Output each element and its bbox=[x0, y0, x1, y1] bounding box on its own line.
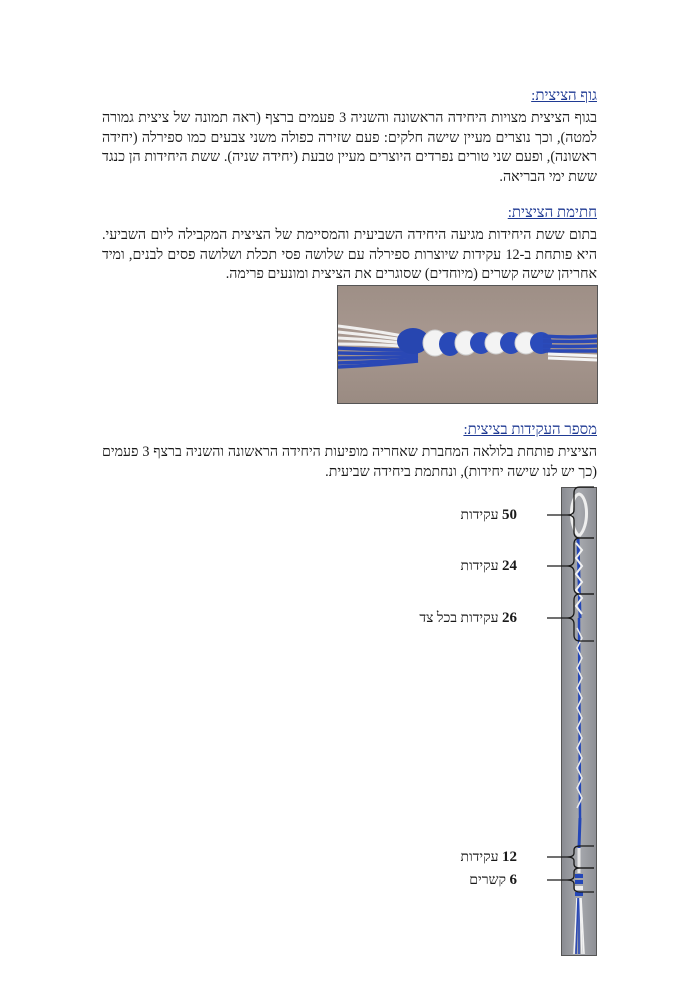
bracket-50 bbox=[567, 487, 594, 538]
section-heading: חתימת הציצית: bbox=[507, 205, 597, 221]
label-26-knots bbox=[419, 609, 517, 628]
label-number: 50 bbox=[502, 507, 517, 523]
label-text: עקידות בכל צד bbox=[419, 611, 499, 626]
bracket-6 bbox=[567, 868, 594, 892]
label-number: 12 bbox=[502, 849, 517, 865]
bracket-24 bbox=[567, 538, 594, 594]
label-24-knots bbox=[461, 557, 517, 576]
label-6-ties bbox=[469, 871, 517, 890]
label-50-knots bbox=[461, 506, 517, 525]
label-number: 24 bbox=[502, 558, 517, 574]
label-number: 26 bbox=[502, 610, 517, 626]
section-heading: גוף הציצית: bbox=[531, 88, 597, 104]
bracket-26 bbox=[567, 594, 594, 641]
section-heading: מספר העקידות בציצית: bbox=[463, 422, 597, 438]
label-12-knots bbox=[461, 848, 517, 867]
label-text: קשרים bbox=[469, 873, 506, 888]
label-text: עקידות bbox=[460, 559, 499, 574]
label-number: 6 bbox=[509, 872, 517, 888]
label-text: עקידות bbox=[460, 850, 499, 865]
section-paragraph: בגוף הציצית מצויות היחידה הראשונה והשניה 3 פעמים ברצף (ראה תמונה של ציצית גמורה למטה), וכך נוצרים מעיין שישה חלקים: פעם שזירה כפולה משני צבעים כמו ספירלה (יחידה ראשונה), ופעם שני טורים נפרדים היוצרים מעיין טבעת (יחידה שניה). ששת היחידות הן כנגד ששת ימי הבריאה. bbox=[102, 110, 597, 185]
bracket-12 bbox=[567, 846, 594, 868]
label-text: עקידות bbox=[460, 508, 499, 523]
section-paragraph: בתום ששת היחידות מגיעה היחידה השביעית והמסיימת של הציצית המקבילה ליום השביעי. היא פותחת ב-12 עקידות שיוצרות ספירלה עם שלושה פסי תכלת ושלושה פסים לבנים, ומיד אחריהן שישה קשרים (מיוחדים) שסוגרים את הציצית ומונעים פרימה. bbox=[102, 227, 597, 282]
section-paragraph: הציצית פותחת בלולאה המחברת שאחריה מופיעות היחידה הראשונה והשניה ברצף 3 פעמים (כך יש לנו שישה יחידות), ונחתמת ביחידה שביעית. bbox=[102, 444, 597, 480]
